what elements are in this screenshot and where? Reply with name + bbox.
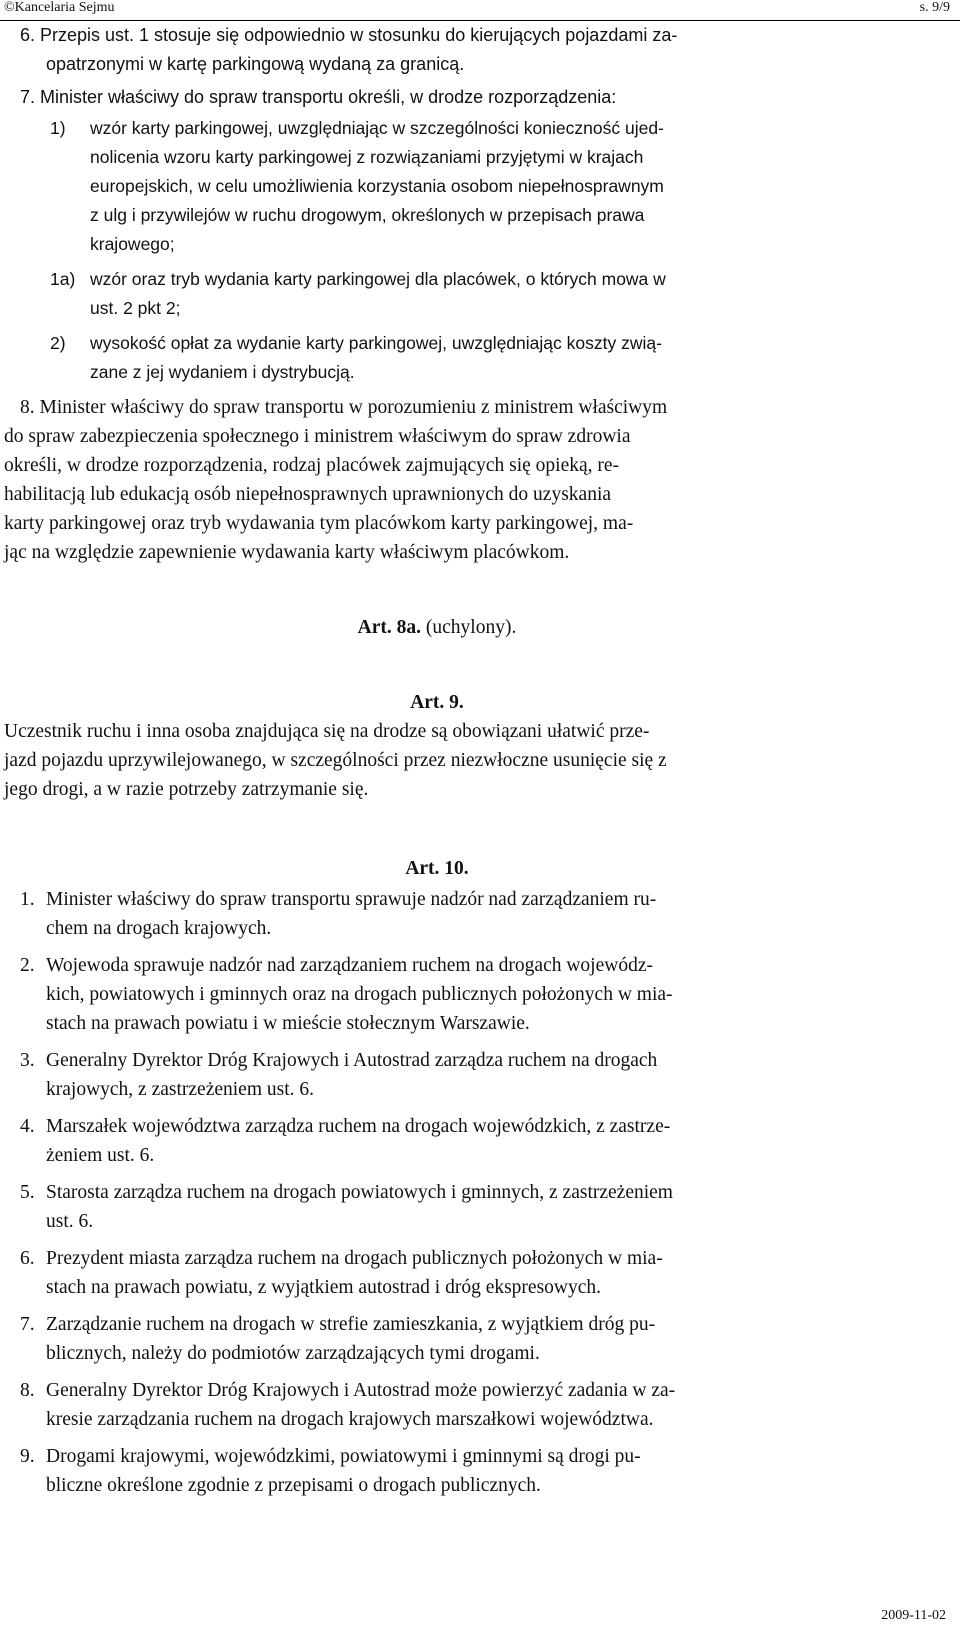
list-item-number: 8. (20, 1380, 35, 1401)
list-item (20, 1046, 870, 1104)
article-8a (4, 613, 870, 642)
list-item-line: Generalny Dyrektor Dróg Krajowych i Autostrad może powierzyć zadania w za- (46, 1380, 676, 1401)
paragraph-line: 7. Minister właściwy do spraw transportu określi, w drodze rozporządzenia: (20, 87, 617, 107)
list-item-line: wzór oraz tryb wydania karty parkingowej dla placówek, o których mowa w (90, 269, 666, 289)
footer-date: 2009-11-02 (881, 1608, 946, 1623)
document-body (4, 21, 870, 1500)
paragraph-line: do spraw zabezpieczenia społecznego i ministrem właściwym do spraw zdrowia (4, 426, 631, 447)
list-item-line: kich, powiatowych i gminnych oraz na drogach publicznych położonych w mia- (46, 984, 673, 1005)
list-item (20, 951, 870, 1038)
list-item-line: ust. 6. (46, 1211, 94, 1232)
paragraph-line: karty parkingowej oraz tryb wydawania tym placówkom karty parkingowej, ma- (4, 513, 634, 534)
paragraph-line: jąc na względzie zapewnienie wydawania karty właściwym placówkom. (4, 542, 570, 563)
list-item (20, 1310, 870, 1368)
page-header (0, 0, 960, 21)
list-item-text (46, 1178, 870, 1236)
list-item (20, 885, 870, 943)
paragraph-line: określi, w drodze rozporządzenia, rodzaj placówek zajmujących się opieką, re- (4, 455, 620, 476)
list-item-line: kresie zarządzania ruchem na drogach krajowych marszałkowi województwa. (46, 1409, 654, 1430)
list-item-text (46, 1376, 870, 1434)
list-item-line: Minister właściwy do spraw transportu sprawuje nadzór nad zarządzaniem ru- (46, 889, 657, 910)
header-publisher: ©Kancelaria Sejmu (4, 0, 115, 15)
list-item-line: Marszałek województwa zarządza ruchem na drogach wojewódzkich, z zastrze- (46, 1116, 671, 1137)
list-item-text (46, 1112, 870, 1170)
list-item (20, 1244, 870, 1302)
list-item-line: blicznych, należy do podmiotów zarządzających tymi drogami. (46, 1343, 540, 1364)
paragraph-line: Uczestnik ruchu i inna osoba znajdująca się na drodze są obowiązani ułatwić prze- (4, 721, 650, 742)
list-item-line: Wojewoda sprawuje nadzór nad zarządzaniem ruchem na drogach wojewódz- (46, 955, 653, 976)
list-item (20, 1112, 870, 1170)
list-item-number: 1) (50, 118, 66, 138)
list-item-text (46, 1442, 870, 1500)
list-item-line: ust. 2 pkt 2; (90, 298, 181, 318)
paragraph-6 (20, 21, 870, 79)
list-item-text (46, 951, 870, 1038)
paragraph-7-intro (20, 83, 870, 112)
article-9-text (4, 717, 870, 804)
list-item (50, 265, 870, 323)
list-item-text (46, 1046, 870, 1104)
list-item-line: Starosta zarządza ruchem na drogach powiatowych i gminnych, z zastrzeżeniem (46, 1182, 673, 1203)
list-item-text (46, 1310, 870, 1368)
list-item-line: stach na prawach powiatu, z wyjątkiem autostrad i dróg ekspresowych. (46, 1277, 602, 1298)
article-10-list (4, 885, 870, 1500)
list-item-line: zane z jej wydaniem i dystrybucją. (90, 362, 355, 382)
list-item-text (46, 885, 870, 943)
list-item-line: Prezydent miasta zarządza ruchem na drogach publicznych położonych w mia- (46, 1248, 663, 1269)
list-item-number: 7. (20, 1314, 35, 1335)
list-item-text (90, 114, 870, 259)
list-item-number: 2) (50, 333, 66, 353)
paragraph-8 (4, 393, 870, 567)
list-item (50, 114, 870, 259)
list-item-line: z ulg i przywilejów w ruchu drogowym, określonych w przepisach prawa (90, 205, 645, 225)
article-8a-title: Art. 8a. (357, 617, 422, 638)
article-10-title: Art. 10. (405, 858, 469, 879)
list-item-number: 3. (20, 1050, 35, 1071)
list-item-line: stach na prawach powiatu i w mieście stołecznym Warszawie. (46, 1013, 530, 1034)
list-item-line: wysokość opłat za wydanie karty parkingowej, uwzględniając koszty zwią- (90, 333, 662, 353)
list-item-line: chem na drogach krajowych. (46, 918, 272, 939)
list-item-number: 9. (20, 1446, 35, 1467)
list-item-line: żeniem ust. 6. (46, 1145, 155, 1166)
list-item (20, 1178, 870, 1236)
paragraph-line: habilitacją lub edukacją osób niepełnosprawnych uprawnionych do uzyskania (4, 484, 612, 505)
paragraph-line: opatrzonymi w kartę parkingową wydaną za granicą. (46, 54, 465, 74)
list-item-text (46, 1244, 870, 1302)
paragraph-line: 6. Przepis ust. 1 stosuje się odpowiednio w stosunku do kierujących pojazdami za- (20, 25, 678, 45)
list-item-line: krajowego; (90, 234, 175, 254)
list-item-number: 1a) (50, 269, 76, 289)
list-item-text (90, 265, 870, 323)
paragraph-line: 8. Minister właściwy do spraw transportu w porozumieniu z ministrem właściwym (20, 397, 668, 418)
paragraph-line: jego drogi, a w razie potrzeby zatrzymanie się. (4, 779, 369, 800)
header-page-number: s. 9/9 (919, 0, 950, 15)
list-item-line: Generalny Dyrektor Dróg Krajowych i Autostrad zarządza ruchem na drogach (46, 1050, 658, 1071)
paragraph-line: jazd pojazdu uprzywilejowanego, w szczególności przez niezwłoczne usunięcie się z (4, 750, 667, 771)
list-item-number: 1. (20, 889, 35, 910)
list-item-number: 4. (20, 1116, 35, 1137)
list-item-number: 2. (20, 955, 35, 976)
list-item-line: krajowych, z zastrzeżeniem ust. 6. (46, 1079, 315, 1100)
article-9-title: Art. 9. (410, 692, 464, 713)
paragraph-7-list (50, 114, 870, 387)
list-item (20, 1376, 870, 1434)
list-item (50, 329, 870, 387)
list-item-line: bliczne określone zgodnie z przepisami o drogach publicznych. (46, 1475, 541, 1496)
list-item-number: 6. (20, 1248, 35, 1269)
list-item (20, 1442, 870, 1500)
list-item-line: Zarządzanie ruchem na drogach w strefie zamieszkania, z wyjątkiem dróg pu- (46, 1314, 656, 1335)
list-item-line: Drogami krajowymi, wojewódzkimi, powiatowymi i gminnymi są drogi pu- (46, 1446, 641, 1467)
list-item-number: 5. (20, 1182, 35, 1203)
list-item-line: nolicenia wzoru karty parkingowej z rozwiązaniami przyjętymi w krajach (90, 147, 644, 167)
list-item-text (90, 329, 870, 387)
list-item-line: europejskich, w celu umożliwienia korzystania osobom niepełnosprawnym (90, 176, 664, 196)
list-item-line: wzór karty parkingowej, uwzględniając w szczególności konieczność ujed- (90, 118, 664, 138)
article-8a-text: (uchylony). (421, 617, 517, 638)
